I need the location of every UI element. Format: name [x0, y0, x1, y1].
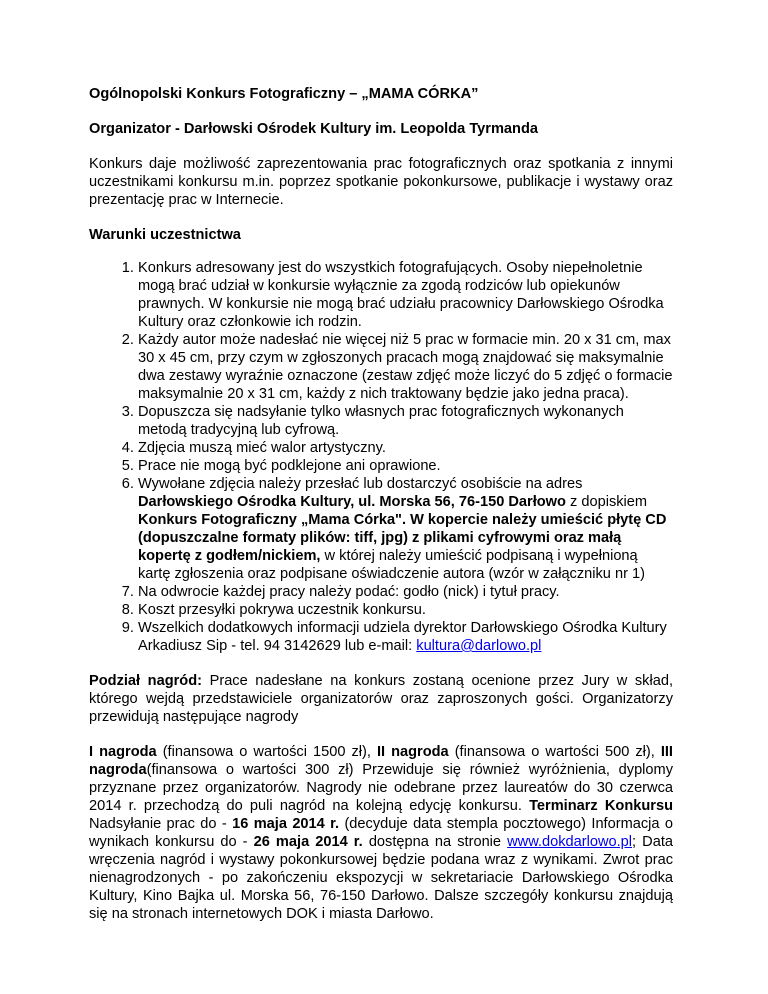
- awards-label: Podział nagród:: [89, 673, 202, 689]
- second-prize-label: II nagroda: [376, 744, 449, 760]
- list-item: 2. Każdy autor może nadesłać nie więcej niż 5 prac w formacie min. 20 x 31 cm, max 30 x 45 cm, przy czym w zgłoszonych pracach mogą znajdować się maksymalnie dwa zestawy wyraźnie oznaczone (zestaw zdjęć może liczyć do 5 zdjęć o formacie maksymalnie 20 x 31 cm, każdy z nich traktowany będzie jako jedna praca).: [138, 331, 673, 403]
- document-title: Ogólnopolski Konkurs Fotograficzny – „MAMA CÓRKA”: [89, 86, 479, 102]
- list-item: 5. Prace nie mogą być podklejone ani oprawione.: [138, 457, 673, 475]
- third-prize-label: III nagroda: [89, 744, 673, 778]
- prizes-paragraph: I nagroda (finansowa o wartości 1500 zł), II nagroda (finansowa o wartości 500 zł), III nagroda(finansowa o wartości 300 zł) Przewiduje się również wyróżnienia, dyplomy przyznane przez organizatorów. Nagrody nie odebrane przez laureatów do 30 czerwca 2014 r. przechodzą do puli nagród na kolejną edycję konkursu. Terminarz Konkursu Nadsyłanie prac do - 16 maja 2014 r. (decyduje data stempla pocztowego) Informacja o wynikach konkursu do - 26 maja 2014 r. dostępna na stronie www.dokdarlowo.pl; Data wręczenia nagród i wystawy pokonkursowej będzie podana wraz z wynikami. Zwrot prac nienagrodzonych - po zakończeniu ekspozycji w sekretariacie Darłowskiego Ośrodka Kultury, Kino Bajka ul. Morska 56, 76-150 Darłowo. Dalsze szczegóły konkursu znajdują się na stronach internetowych DOK i miasta Darłowo.: [89, 744, 674, 922]
- list-item: 9. Wszelkich dodatkowych informacji udziela dyrektor Darłowskiego Ośrodka Kultury Arkadiusz Sip - tel. 94 3142629 lub e-mail: kultura@darlowo.pl: [138, 619, 673, 655]
- intro-paragraph: Konkurs daje możliwość zaprezentowania prac fotograficznych oraz spotkania z innymi uczestnikami konkursu m.in. poprzez spotkanie pokonkursowe, publikacje i wystawy oraz prezentację prac w Internecie.: [89, 156, 673, 208]
- conditions-heading: Warunki uczestnictwa: [89, 227, 241, 243]
- address-bold: Darłowskiego Ośrodka Kultury, ul. Morska 56, 76-150 Darłowo: [138, 494, 566, 510]
- organizer-heading: Organizator - Darłowski Ośrodek Kultury im. Leopolda Tyrmanda: [89, 121, 538, 137]
- envelope-instructions-bold: Konkurs Fotograficzny „Mama Córka". W kopercie należy umieścić płytę CD (dopuszczalne formaty plików: tiff, jpg) z plikami cyfrowymi oraz małą kopertę z godłem/nickiem,: [138, 512, 667, 564]
- list-item: 4. Zdjęcia muszą mieć walor artystyczny.: [138, 439, 673, 457]
- conditions-list: [89, 259, 673, 655]
- list-item: 6. Wywołane zdjęcia należy przesłać lub dostarczyć osobiście na adres Darłowskiego Ośrodka Kultury, ul. Morska 56, 76-150 Darłowo z dopiskiem Konkurs Fotograficzny „Mama Córka". W kopercie należy umieścić płytę CD (dopuszczalne formaty plików: tiff, jpg) z plikami cyfrowymi oraz małą kopertę z godłem/nickiem, w której należy umieścić podpisaną i wypełnioną kartę zgłoszenia oraz podpisane oświadczenie autora (wzór w załączniku nr 1): [138, 475, 673, 583]
- awards-paragraph: Podział nagród: Prace nadesłane na konkurs zostaną ocenione przez Jury w skład, którego wejdą przedstawiciele organizatorów oraz zaproszonych gości. Organizatorzy przewidują następujące nagrody: [89, 673, 673, 725]
- list-item: 7. Na odwrocie każdej pracy należy podać: godło (nick) i tytuł pracy.: [138, 583, 673, 601]
- first-prize-label: I nagroda: [89, 744, 157, 760]
- list-item: 3. Dopuszcza się nadsyłanie tylko własnych prac fotograficznych wykonanych metodą tradycyjną lub cyfrową.: [138, 403, 673, 439]
- deadline-date: 16 maja 2014 r.: [232, 816, 340, 832]
- email-link[interactable]: kultura@darlowo.pl: [416, 638, 542, 654]
- schedule-label: Terminarz Konkursu: [529, 798, 674, 814]
- website-link[interactable]: www.dokdarlowo.pl: [507, 834, 633, 850]
- list-item: 1. Konkurs adresowany jest do wszystkich fotografujących. Osoby niepełnoletnie mogą brać udział w konkursie wyłącznie za zgodą rodziców lub opiekunów prawnych. W konkursie nie mogą brać udziału pracownicy Darłowskiego Ośrodka Kultury oraz członkowie ich rodzin.: [138, 259, 673, 331]
- results-date: 26 maja 2014 r.: [253, 834, 363, 850]
- document-page: [89, 85, 673, 923]
- list-item: 8. Koszt przesyłki pokrywa uczestnik konkursu.: [138, 601, 673, 619]
